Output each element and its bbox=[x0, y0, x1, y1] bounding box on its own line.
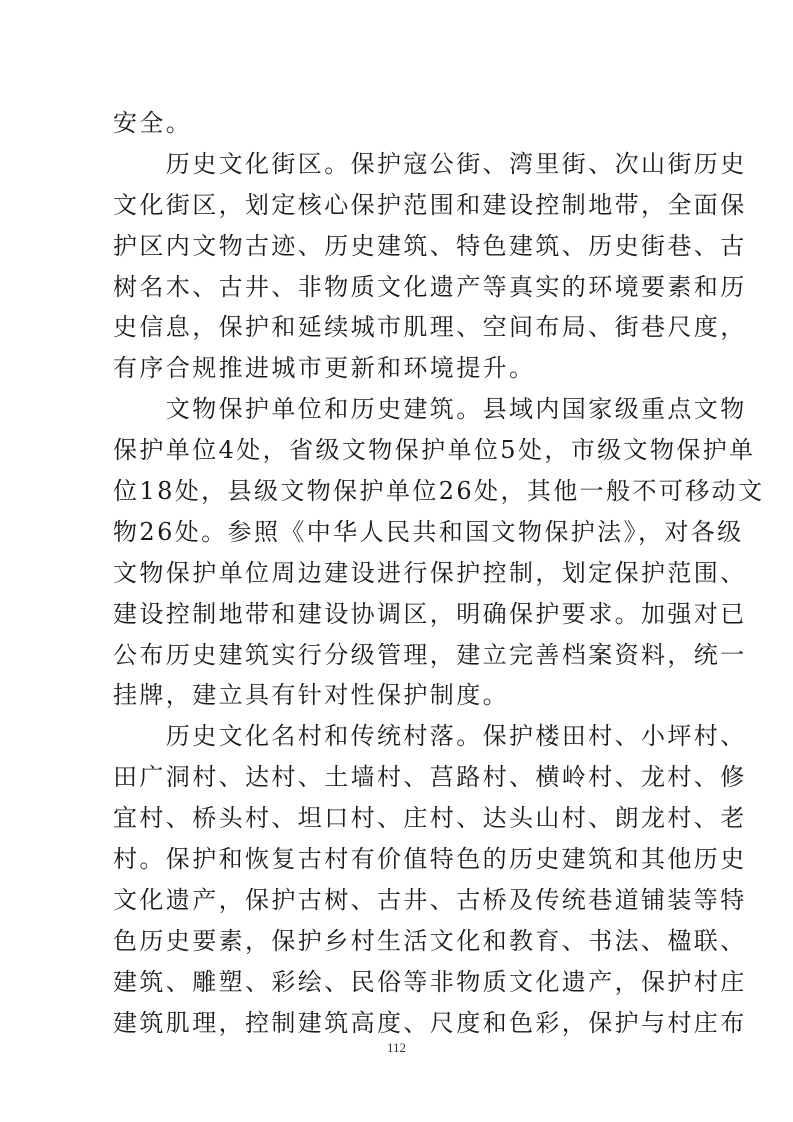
text-line: 色历史要素，保护乡村生活文化和教育、书法、楹联、 bbox=[113, 926, 747, 955]
text-line: 公布历史建筑实行分级管理，建立完善档案资料，统一 bbox=[113, 640, 747, 669]
text-line: 田广洞村、达村、土墙村、莒路村、横岭村、龙村、修 bbox=[113, 763, 747, 792]
text-line: 文化遗产，保护古树、古井、古桥及传统巷道铺装等特 bbox=[113, 885, 747, 914]
text-line: 护区内文物古迹、历史建筑、特色建筑、历史街巷、古 bbox=[113, 231, 747, 260]
text-line: 有序合规推进城市更新和环境提升。 bbox=[113, 354, 536, 383]
text-line: 文化街区，划定核心保护范围和建设控制地带，全面保 bbox=[113, 190, 747, 219]
text-line: 文物保护单位周边建设进行保护控制，划定保护范围、 bbox=[113, 558, 747, 587]
text-line: 建筑、雕塑、彩绘、民俗等非物质文化遗产，保护村庄 bbox=[113, 967, 747, 996]
text-line: 文物保护单位和历史建筑。县域内国家级重点文物 bbox=[113, 395, 747, 424]
text-line: 历史文化街区。保护寇公街、湾里街、次山街历史 bbox=[113, 149, 747, 178]
text-line: 史信息，保护和延续城市肌理、空间布局、街巷尺度， bbox=[113, 313, 747, 342]
text-line: 保护单位4处，省级文物保护单位5处，市级文物保护单 bbox=[113, 436, 756, 465]
text-line: 安全。 bbox=[113, 109, 193, 137]
body-text bbox=[113, 103, 765, 1043]
page-number: 112 bbox=[386, 1040, 407, 1055]
text-line: 宜村、桥头村、坦口村、庄村、达头山村、朗龙村、老 bbox=[113, 804, 747, 833]
text-line: 位18处，县级文物保护单位26处，其他一般不可移动文 bbox=[113, 477, 765, 506]
text-line: 挂牌，建立具有针对性保护制度。 bbox=[113, 681, 509, 710]
text-line: 历史文化名村和传统村落。保护楼田村、小坪村、 bbox=[113, 722, 747, 751]
text-line: 建筑肌理，控制建筑高度、尺度和色彩，保护与村庄布 bbox=[113, 1008, 747, 1037]
text-line: 树名木、古井、非物质文化遗产等真实的环境要素和历 bbox=[113, 272, 747, 301]
text-line: 村。保护和恢复古村有价值特色的历史建筑和其他历史 bbox=[113, 845, 747, 874]
text-line: 物26处。参照《中华人民共和国文物保护法》，对各级 bbox=[113, 517, 744, 546]
text-line: 建设控制地带和建设协调区，明确保护要求。加强对已 bbox=[113, 599, 747, 628]
